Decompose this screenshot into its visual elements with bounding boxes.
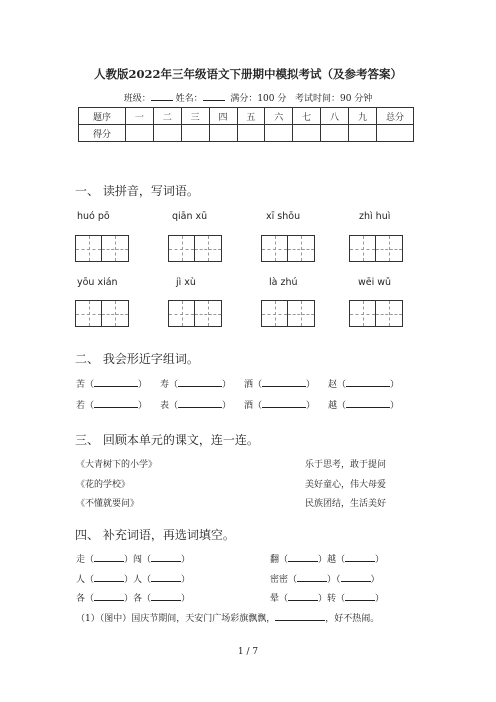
word-item: 洒（ ） bbox=[244, 377, 315, 390]
answer-blank[interactable] bbox=[94, 572, 124, 582]
answer-blank[interactable] bbox=[151, 572, 181, 582]
score-header-cell: 三 bbox=[181, 108, 209, 125]
theme-item[interactable]: 民族团结，生活美好 bbox=[305, 499, 387, 509]
answer-blank[interactable] bbox=[345, 591, 375, 601]
score-cell[interactable] bbox=[209, 125, 237, 142]
writing-cell[interactable] bbox=[376, 300, 403, 327]
exam-info bbox=[0, 91, 496, 104]
pinyin-label: qiān xū bbox=[172, 211, 208, 222]
theme-item[interactable]: 乐于思考，敢于提问 bbox=[305, 460, 387, 470]
idiom-item: 各（ ）各（ ） bbox=[76, 591, 190, 604]
name-label: 姓名： bbox=[175, 94, 203, 104]
exam-time: 考试时间：90 分钟 bbox=[294, 94, 373, 104]
theme-item[interactable]: 美好童心，伟大母爱 bbox=[305, 480, 387, 490]
writing-cell[interactable] bbox=[75, 300, 102, 327]
answer-blank[interactable] bbox=[94, 398, 138, 408]
score-header-cell: 五 bbox=[237, 108, 265, 125]
document-title: 人教版2022年三年级语文下册期中模拟考试（及参考答案） bbox=[93, 67, 402, 81]
writing-grid bbox=[75, 235, 129, 262]
answer-blank[interactable] bbox=[288, 552, 318, 562]
pinyin-label: jì xù bbox=[176, 277, 196, 288]
writing-cell[interactable] bbox=[349, 235, 376, 262]
score-header-cell: 题序 bbox=[79, 108, 126, 125]
word-item: 寿（ ） bbox=[160, 377, 231, 390]
score-header-cell: 总分 bbox=[377, 108, 414, 125]
answer-blank[interactable] bbox=[151, 591, 181, 601]
writing-grid bbox=[261, 300, 315, 327]
writing-cell[interactable] bbox=[195, 235, 222, 262]
score-header-cell: 四 bbox=[209, 108, 237, 125]
word-item: 酒（ ） bbox=[244, 398, 315, 411]
answer-blank[interactable] bbox=[94, 377, 138, 387]
pinyin-label: yōu xián bbox=[77, 277, 118, 288]
score-header-cell: 一 bbox=[126, 108, 154, 125]
word-item: 若（ ） bbox=[76, 398, 147, 411]
word-item: 苦（ ） bbox=[76, 377, 147, 390]
idiom-item: 密密（ ）（ ） bbox=[270, 572, 380, 585]
section4-title: 四、 补充词语，再选词填空。 bbox=[75, 528, 235, 542]
score-header-cell: 九 bbox=[349, 108, 377, 125]
answer-blank[interactable] bbox=[178, 398, 222, 408]
answer-blank[interactable] bbox=[346, 377, 390, 387]
answer-blank[interactable] bbox=[275, 611, 325, 621]
score-header-cell: 八 bbox=[321, 108, 349, 125]
writing-cell[interactable] bbox=[168, 300, 195, 327]
idiom-item: 晕（ ）转（ ） bbox=[270, 591, 384, 604]
score-table bbox=[78, 107, 414, 142]
class-blank bbox=[151, 91, 173, 101]
section1-title: 一、 读拼音，写词语。 bbox=[75, 184, 199, 198]
idiom-item: 走（ ）闯（ ） bbox=[76, 552, 190, 565]
score-value-row bbox=[79, 125, 414, 142]
score-header-cell: 七 bbox=[293, 108, 321, 125]
answer-blank[interactable] bbox=[345, 552, 375, 562]
section3-title: 三、 回顾本单元的课文，连一连。 bbox=[75, 433, 259, 447]
writing-cell[interactable] bbox=[102, 235, 129, 262]
word-item: 赵（ ） bbox=[328, 377, 399, 390]
writing-cell[interactable] bbox=[261, 300, 288, 327]
fill-question: （1）（图中）国庆节期间，天安门广场彩旗飘飘， ，好不热闹。 bbox=[76, 611, 379, 624]
name-blank bbox=[203, 91, 225, 101]
idiom-item: 翻（ ）越（ ） bbox=[270, 552, 384, 565]
page-number: 1 / 7 bbox=[237, 647, 259, 657]
writing-grid bbox=[349, 235, 403, 262]
pinyin-label: wēi wǔ bbox=[358, 277, 392, 288]
score-cell[interactable] bbox=[321, 125, 349, 142]
answer-blank[interactable] bbox=[262, 377, 306, 387]
answer-blank[interactable] bbox=[94, 552, 124, 562]
score-cell[interactable] bbox=[126, 125, 154, 142]
writing-grid bbox=[261, 235, 315, 262]
writing-cell[interactable] bbox=[75, 235, 102, 262]
writing-cell[interactable] bbox=[195, 300, 222, 327]
score-header-row bbox=[79, 108, 414, 125]
word-item: 表（ ） bbox=[160, 398, 231, 411]
text-title-item[interactable]: 《不懂就要问》 bbox=[76, 499, 140, 509]
pinyin-label: là zhú bbox=[269, 277, 298, 288]
answer-blank[interactable] bbox=[151, 552, 181, 562]
answer-blank[interactable] bbox=[297, 572, 327, 582]
writing-cell[interactable] bbox=[288, 235, 315, 262]
score-cell[interactable] bbox=[265, 125, 293, 142]
answer-blank[interactable] bbox=[346, 398, 390, 408]
writing-cell[interactable] bbox=[102, 300, 129, 327]
writing-grid bbox=[168, 300, 222, 327]
writing-grid bbox=[349, 300, 403, 327]
text-title-item[interactable]: 《大青树下的小学》 bbox=[76, 460, 158, 470]
score-header-cell: 六 bbox=[265, 108, 293, 125]
writing-cell[interactable] bbox=[168, 235, 195, 262]
score-cell[interactable] bbox=[377, 125, 414, 142]
score-cell[interactable] bbox=[293, 125, 321, 142]
pinyin-label: huó pō bbox=[77, 211, 110, 222]
text-title-item[interactable]: 《花的学校》 bbox=[76, 480, 131, 490]
score-cell[interactable] bbox=[349, 125, 377, 142]
idiom-item: 人（ ）人（ ） bbox=[76, 572, 190, 585]
writing-cell[interactable] bbox=[288, 300, 315, 327]
full-score: 满分：100 分 bbox=[230, 94, 287, 104]
pinyin-label: zhì huì bbox=[359, 211, 391, 222]
pinyin-label: xī shōu bbox=[266, 211, 301, 222]
answer-blank[interactable] bbox=[262, 398, 306, 408]
writing-cell[interactable] bbox=[376, 235, 403, 262]
writing-cell[interactable] bbox=[349, 300, 376, 327]
word-item: 越（ ） bbox=[328, 398, 399, 411]
writing-grid bbox=[75, 300, 129, 327]
answer-blank[interactable] bbox=[178, 377, 222, 387]
writing-grid bbox=[168, 235, 222, 262]
section2-title: 二、 我会形近字组词。 bbox=[75, 352, 199, 366]
score-cell[interactable] bbox=[181, 125, 209, 142]
answer-blank[interactable] bbox=[94, 591, 124, 601]
answer-blank[interactable] bbox=[288, 591, 318, 601]
writing-cell[interactable] bbox=[261, 235, 288, 262]
score-cell[interactable] bbox=[237, 125, 265, 142]
class-label: 班级： bbox=[123, 94, 151, 104]
score-row-label: 得分 bbox=[79, 125, 126, 142]
answer-blank[interactable] bbox=[341, 572, 371, 582]
score-header-cell: 二 bbox=[153, 108, 181, 125]
score-cell[interactable] bbox=[153, 125, 181, 142]
